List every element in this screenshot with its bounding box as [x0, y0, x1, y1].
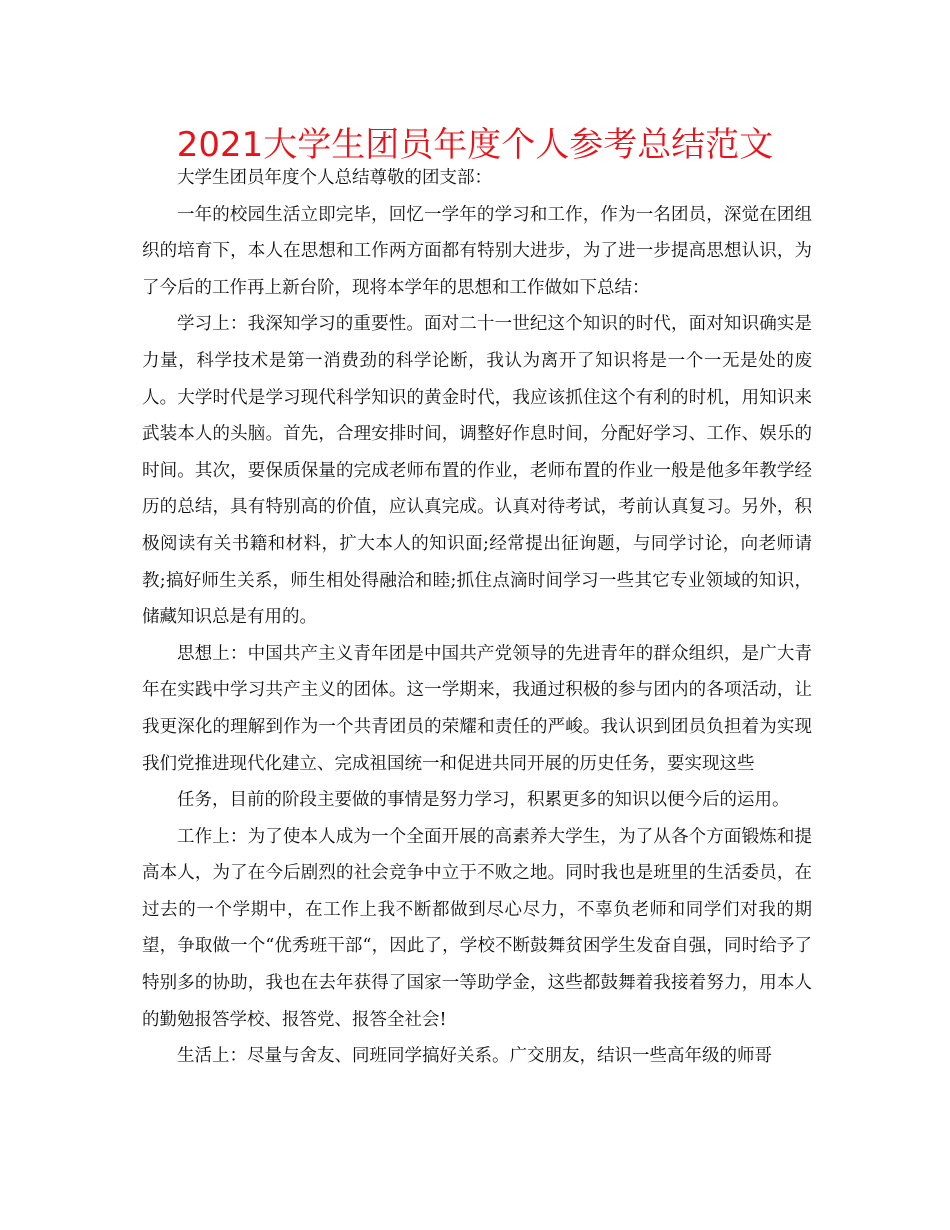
paragraph-intro: 一年的校园生活立即完毕，回忆一学年的学习和工作，作为一名团员，深觉在团组织的培育下，本人在思想和工作两方面都有特别大进步，为了进一步提高思想认识，为了今后的工作再上新台阶，现将本学年的思想和工作做如下总结： — [142, 204, 812, 298]
document-title: 2021大学生团员年度个人参考总结范文 — [176, 125, 774, 165]
paragraph-life: 生活上：尽量与舍友、同班同学搞好关系。广交朋友，结识一些高年级的师哥 — [177, 1046, 772, 1067]
paragraph-study: 学习上：我深知学习的重要性。面对二十一世纪这个知识的时代，面对知识确实是力量，科学技术是第一消费劲的科学论断，我认为离开了知识将是一个一无是处的废人。大学时代是学习现代科学知识的黄金时代，我应该抓住这个有利的时机，用知识来武装本人的头脑。首先，合理安排时间，调整好作息时间，分配好学习、工作、娱乐的时间。其次，要保质保量的完成老师布置的作业，老师布置的作业一般是他多年教学经历的总结，具有特别高的价值，应认真完成。认真对待考试，考前认真复习。另外，积极阅读有关书籍和材料，扩大本人的知识面;经常提出征询题，与同学讨论，向老师请教;搞好师生关系，师生相处得融洽和睦;抓住点滴时间学习一些其它专业领域的知识，储藏知识总是有用的。 — [142, 314, 812, 628]
document-body — [142, 160, 812, 1075]
paragraph-task: 任务，目前的阶段主要做的事情是努力学习，积累更多的知识以便今后的运用。 — [177, 790, 790, 811]
paragraph-salutation: 大学生团员年度个人总结尊敬的团支部： — [177, 168, 492, 188]
paragraph-ideology: 思想上：中国共产主义青年团是中国共产党领导的先进青年的群众组织，是广大青年在实践中学习共产主义的团体。这一学期来，我通过积极的参与团内的各项活动，让我更深化的理解到作为一个共青团员的荣耀和责任的严峻。我认识到团员负担着为实现我们党推进现代化建立、完成祖国统一和促进共同开展的历史任务，要实现这些 — [142, 643, 812, 774]
paragraph-work: 工作上：为了使本人成为一个全面开展的高素养大学生，为了从各个方面锻炼和提高本人，为了在今后剧烈的社会竞争中立于不败之地。同时我也是班里的生活委员，在过去的一个学期中，在工作上我不断都做到尽心尽力，不辜负老师和同学们对我的期望，争取做一个“优秀班干部“，因此了，学校不断鼓舞贫困学生发奋自强，同时给予了特别多的协助，我也在去年获得了国家一等助学金，这些都鼓舞着我接着努力，用本人的勤勉报答学校、报答党、报答全社会! — [142, 826, 812, 1030]
